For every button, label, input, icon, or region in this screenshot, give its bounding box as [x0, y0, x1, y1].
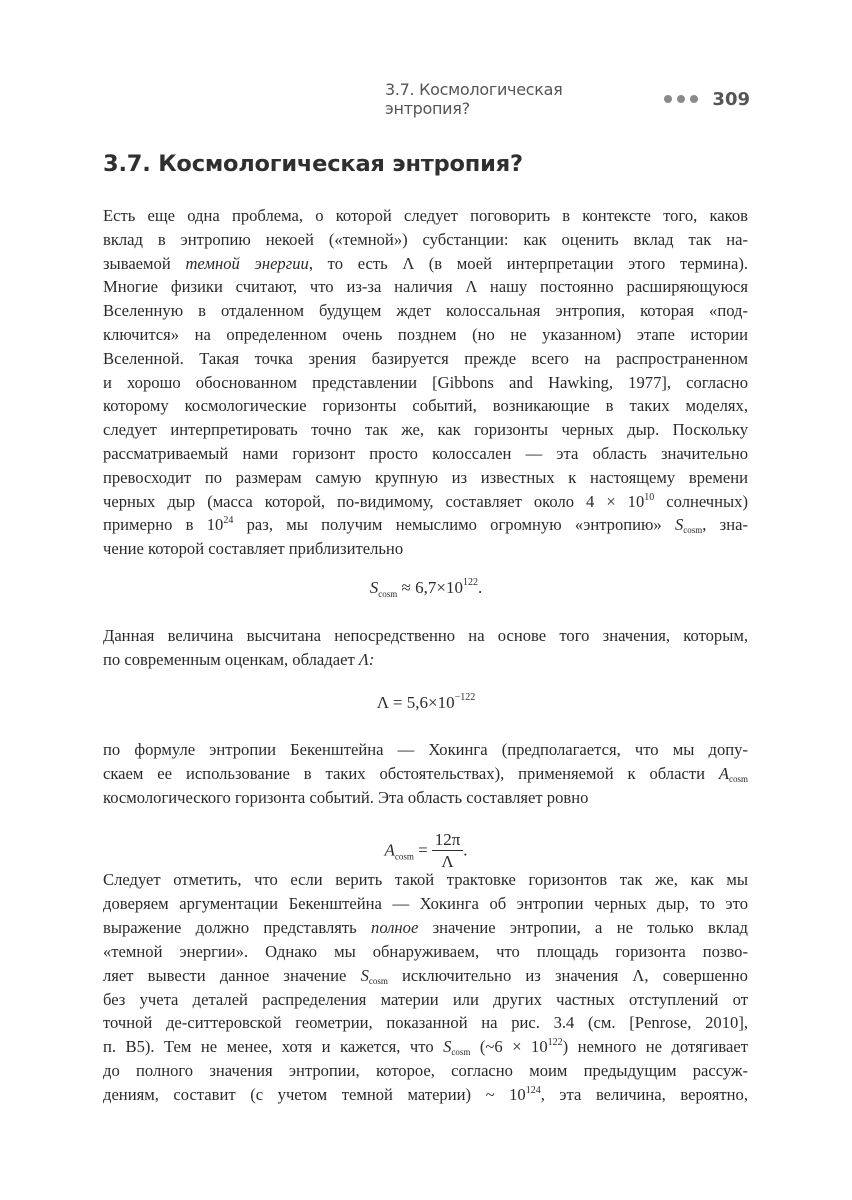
text-segment: п. B5). Тем не менее, хотя и кажется, что	[103, 1037, 444, 1057]
text-line	[103, 786, 748, 810]
text-line	[103, 275, 748, 299]
running-title: 3.7. Космологическая энтропия?	[385, 80, 563, 118]
fraction-numerator: 12π	[432, 830, 464, 851]
text-line	[103, 466, 748, 490]
text-segment: рассматриваемый нами горизонт просто колоссален — эта область значительно	[103, 444, 748, 463]
text-segment: ключится» на определенном очень позднем (но не указанном) этапе истории	[103, 325, 748, 344]
dots-ornament	[664, 95, 698, 103]
text-line	[103, 624, 748, 648]
text-segment: 24	[223, 515, 234, 527]
text-line	[103, 252, 748, 276]
text-segment: cosm	[683, 525, 703, 536]
text-segment: S	[674, 515, 684, 535]
text-line	[103, 762, 748, 786]
text-segment: cosm	[451, 1047, 471, 1058]
text-segment: примерно в 10	[103, 515, 224, 535]
formula-body: Λ = 5,6×10	[376, 693, 455, 712]
text-segment: cosm	[729, 773, 748, 784]
text-segment: превосходит по размерам самую крупную из известных к настоящему времени	[103, 467, 748, 487]
text-segment: исключительно из значения Λ, совершенно	[387, 965, 748, 985]
formula-tail: .	[477, 578, 483, 597]
section-title: 3.7. Космологическая энтропия?	[103, 151, 523, 177]
text-segment: Есть еще одна проблема, о которой следует поговорить в контексте того, каков	[103, 206, 748, 225]
text-line	[103, 738, 748, 762]
text-segment: по формуле энтропии Бекенштейна — Хокинга (предполагается, что мы допу-	[103, 740, 748, 759]
text-segment: 122	[547, 1037, 563, 1049]
text-segment: Λ:	[358, 649, 375, 669]
text-segment: полное	[371, 917, 419, 937]
formula-symbol: S	[369, 578, 379, 597]
text-segment: S	[360, 965, 369, 985]
formula-exponent: 122	[462, 577, 478, 588]
text-segment: ляет вывести данное значение	[103, 965, 361, 985]
text-segment: , то есть Λ (в моей интерпретации этого термина).	[308, 253, 748, 273]
text-segment: скаем ее использование в таких обстоятельствах), применяемой к области	[103, 763, 719, 783]
text-segment: cosm	[368, 975, 388, 986]
text-segment: следует интерпретировать точно так же, как горизонты черных дыр. Поскольку	[103, 420, 748, 440]
text-segment: (~6 × 10	[470, 1037, 548, 1057]
text-line	[103, 916, 748, 940]
text-line	[103, 299, 748, 323]
text-segment: зываемой	[103, 253, 186, 273]
text-line	[103, 964, 748, 988]
running-header	[385, 80, 750, 118]
text-line	[103, 371, 748, 395]
text-line	[103, 892, 748, 916]
text-segment: S	[443, 1037, 452, 1057]
text-line	[103, 323, 748, 347]
text-segment: доверяем аргументации Бекенштейна — Хокинга об энтропии черных дыр, то это	[103, 893, 748, 913]
formula-subscript: cosm	[394, 851, 414, 862]
fraction	[432, 830, 464, 873]
formula-tail: .	[463, 840, 468, 860]
text-segment: дениям, составит (с учетом темной материи) ~ 10	[103, 1085, 526, 1105]
text-segment: чение которой составляет приблизительно	[103, 539, 404, 559]
text-line	[103, 394, 748, 418]
text-segment: точной де-ситтеровской геометрии, показанной на рис. 3.4 (см. [Penrose, 2010],	[103, 1013, 748, 1033]
text-segment: Данная величина высчитана непосредственно на основе того значения, которым,	[103, 626, 748, 645]
formula-subscript: cosm	[378, 589, 398, 599]
text-segment: космологического горизонта событий. Эта область составляет ровно	[103, 787, 589, 807]
page-number: 309	[712, 88, 750, 110]
formula-lambda	[0, 693, 852, 713]
text-segment: вклад в энтропию некоей («темной») субстанции: как оценить вклад так на-	[103, 229, 748, 249]
text-line	[103, 537, 748, 561]
formula-rhs: ≈ 6,7×10	[397, 578, 463, 597]
text-segment: по современным оценкам, обладает	[103, 649, 359, 669]
formula-s-cosm	[0, 578, 852, 598]
formula-a-cosm	[0, 830, 852, 873]
text-line	[103, 418, 748, 442]
text-segment: черных дыр (масса которой, по-видимому, составляет около 4 × 10	[103, 491, 645, 511]
text-segment: Вселенной. Такая точка зрения базируется прежде всего на распространенном	[103, 348, 748, 368]
text-line	[103, 1035, 748, 1059]
text-segment: значение энтропии, а не только вклад	[418, 917, 748, 937]
text-segment: «темной энергии». Однако мы обнаруживаем, что площадь горизонта позво-	[103, 941, 748, 961]
text-segment: и хорошо обоснованном представлении [Gibbons and Hawking, 1977], согласно	[103, 372, 748, 392]
text-segment: без учета деталей распределения материи или других частных отступлений от	[103, 989, 748, 1009]
text-line	[103, 204, 748, 228]
text-segment: выражение должно представлять	[103, 917, 372, 937]
text-segment: ) немного не дотягивает	[562, 1037, 748, 1057]
text-line	[103, 228, 748, 252]
text-segment: темной энергии	[185, 253, 309, 273]
text-line	[103, 513, 748, 537]
text-line	[103, 988, 748, 1012]
formula-equals: =	[413, 840, 428, 860]
text-segment: Многие физики считают, что из-за наличия Λ нашу постоянно расширяющуюся	[103, 277, 748, 297]
text-segment: которому космологические горизонты событий, возникающие в таких моделях,	[103, 396, 748, 416]
text-segment: до полного значения энтропии, которое, согласно моим предыдущим рассуж-	[103, 1061, 748, 1081]
text-segment: 124	[525, 1085, 541, 1097]
formula-exponent: −122	[454, 692, 476, 703]
text-segment: Следует отметить, что если верить такой трактовке горизонтов так же, как мы	[103, 870, 748, 889]
text-line	[103, 1011, 748, 1035]
formula-symbol: A	[384, 840, 395, 860]
text-line	[103, 1083, 748, 1107]
text-segment: 10	[644, 491, 655, 503]
text-line	[103, 940, 748, 964]
text-line	[103, 490, 748, 514]
text-segment: солнечных)	[654, 491, 749, 511]
text-segment: раз, мы получим немыслимо огромную «энтропию»	[233, 515, 675, 535]
text-segment: , эта величина, вероятно,	[540, 1085, 748, 1105]
fraction-denominator: Λ	[441, 852, 454, 871]
text-line	[103, 347, 748, 371]
text-line	[103, 648, 748, 672]
text-segment: A	[718, 763, 729, 783]
text-segment: , зна-	[702, 515, 749, 535]
text-segment: Вселенную в отдаленном будущем ждет колоссальная энтропия, которая «под-	[103, 301, 748, 321]
text-line	[103, 1059, 748, 1083]
text-line	[103, 442, 748, 466]
